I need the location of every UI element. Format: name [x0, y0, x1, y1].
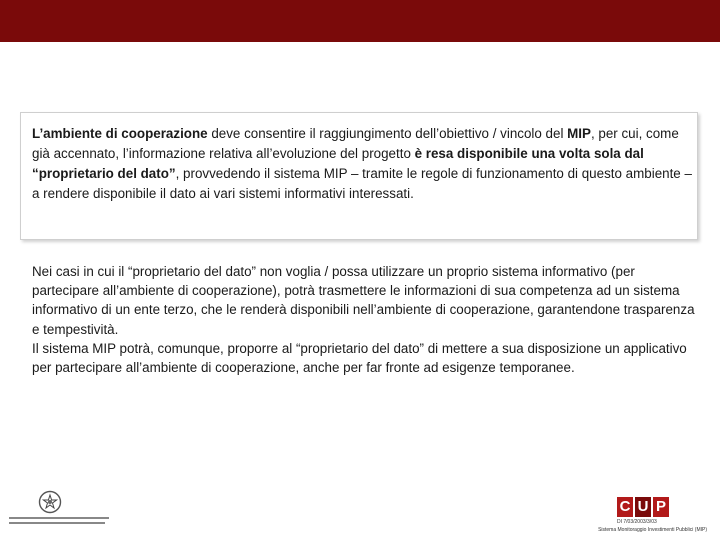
republic-emblem-icon [38, 490, 62, 514]
emblem-caption [9, 517, 109, 527]
owner-paragraph [32, 262, 697, 377]
top-banner [0, 0, 720, 42]
text-segment: Nei casi in cui il “proprietario del dato” non voglia / possa utilizzare un proprio sistema informativo (per partecipare all’ambiente di cooperazione), potrà trasmettere le informazioni di sua competenza ad un sistema informativo di un ente terzo, che le renderà disponibili nell’ambiente di cooperazione, garantendone trasparenza e tempestività. [32, 264, 695, 337]
cup-system-name: Sistema Monitoraggio Investimenti Pubblici (MIP) [598, 527, 707, 533]
bold-term-mip: MIP [567, 126, 591, 141]
cooperation-paragraph [32, 124, 692, 204]
bold-phrase-owner: è resa disponibile una volta sola dal “proprietario del dato” [32, 146, 644, 181]
cup-logo [617, 497, 671, 517]
cup-letter: U [635, 497, 651, 517]
cup-letter: P [653, 497, 669, 517]
cup-letter: C [617, 497, 633, 517]
text-segment: deve consentire il raggiungimento dell’obiettivo / vincolo del [207, 126, 568, 141]
cup-code: DI 7/03/2003/3/03 [617, 519, 657, 525]
text-segment: , per cui, come già accennato, l’informazione relativa all’evoluzione del progetto [32, 126, 679, 161]
text-segment: Il sistema MIP potrà, comunque, proporre al “proprietario del dato” di mettere a sua disposizione un applicativo per partecipare all’ambiente di cooperazione, anche per far fronte ad esigenze temporanee. [32, 340, 687, 376]
bold-term-cooperation: L’ambiente di cooperazione [32, 126, 208, 141]
text-segment: , provvedendo il sistema MIP – tramite le regole di funzionamento di questo ambiente – a rendere disponibile il dato ai vari sistemi informativi interessati. [32, 166, 692, 201]
